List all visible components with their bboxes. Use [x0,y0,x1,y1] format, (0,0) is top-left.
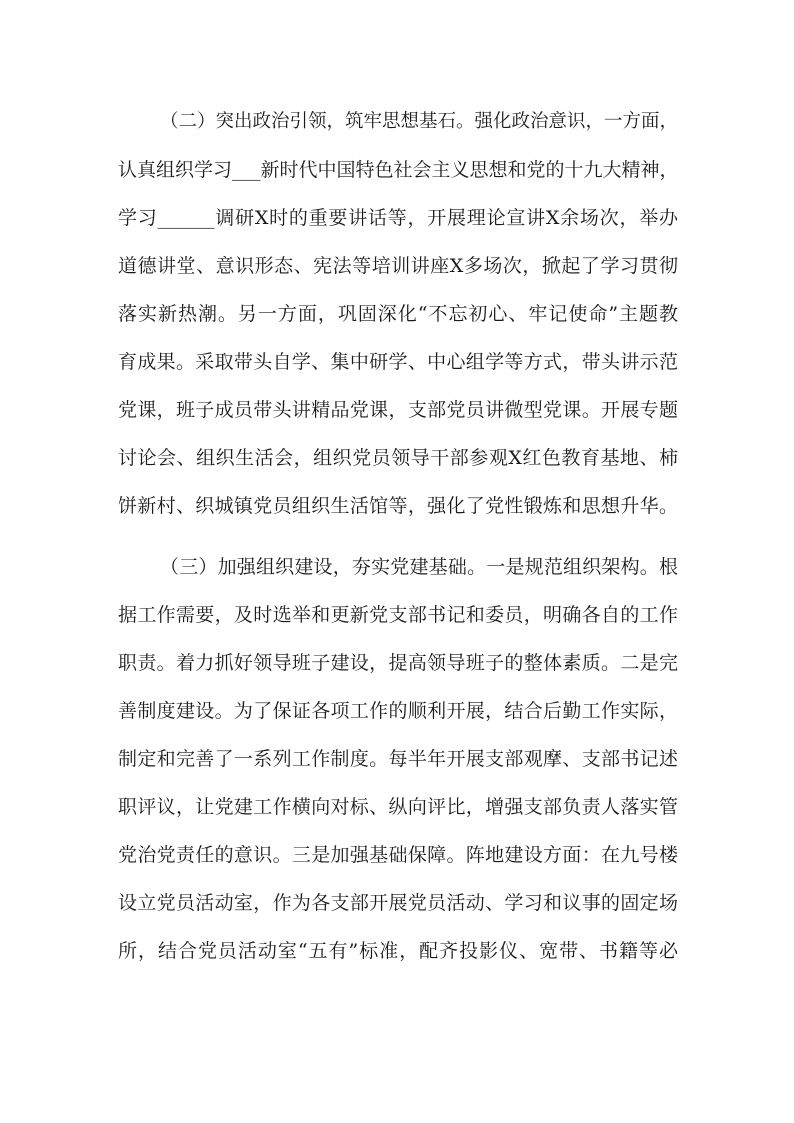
paragraph-line: 设立党员活动室，作为各支部开展党员活动、学习和议事的固定场 [118,892,678,914]
paragraph-line: （二）突出政治引领，筑牢思想基石。强化政治意识，一方面， [160,111,679,132]
paragraph-line: 育成果。采取带头自学、集中研学、中心组学等方式，带头讲示范 [118,351,678,373]
paragraph-line: 落实新热潮。另一方面，巩固深化“不忘初心、牢记使命”主题教 [118,303,678,325]
paragraph-line: 职责。着力抓好领导班子建设，提高领导班子的整体素质。二是完 [118,652,678,674]
paragraph-line: 认真组织学习___新时代中国特色社会主义思想和党的十九大精神， [118,159,679,181]
paragraph-line: 善制度建设。为了保证各项工作的顺利开展，结合后勤工作实际， [118,700,678,722]
paragraph-line: 讨论会、组织生活会，组织党员领导干部参观X红色教育基地、柿 [118,447,678,469]
paragraph-line: 据工作需要，及时选举和更新党支部书记和委员，明确各自的工作 [118,604,678,626]
paragraph-line: 学习______调研X时的重要讲话等，开展理论宣讲X余场次，举办 [118,207,678,229]
paragraph-line: 制定和完善了一系列工作制度。每半年开展支部观摩、支部书记述 [118,748,678,770]
paragraph-line: 所，结合党员活动室“五有”标准，配齐投影仪、宽带、书籍等必 [118,940,678,962]
paragraph-line: （三）加强组织建设，夯实党建基础。一是规范组织架构。根 [160,556,678,578]
paragraph-line: 党治党责任的意识。三是加强基础保障。阵地建设方面：在九号楼 [118,844,678,866]
paragraph-line: 饼新村、织城镇党员组织生活馆等，强化了党性锻炼和思想升华。 [118,495,678,517]
paragraph-line: 道德讲堂、意识形态、宪法等培训讲座X多场次，掀起了学习贯彻 [118,255,678,277]
paragraph-line: 职评议，让党建工作横向对标、纵向评比，增强支部负责人落实管 [118,796,678,818]
paragraph-line: 党课，班子成员带头讲精品党课，支部党员讲微型党课。开展专题 [118,399,678,421]
